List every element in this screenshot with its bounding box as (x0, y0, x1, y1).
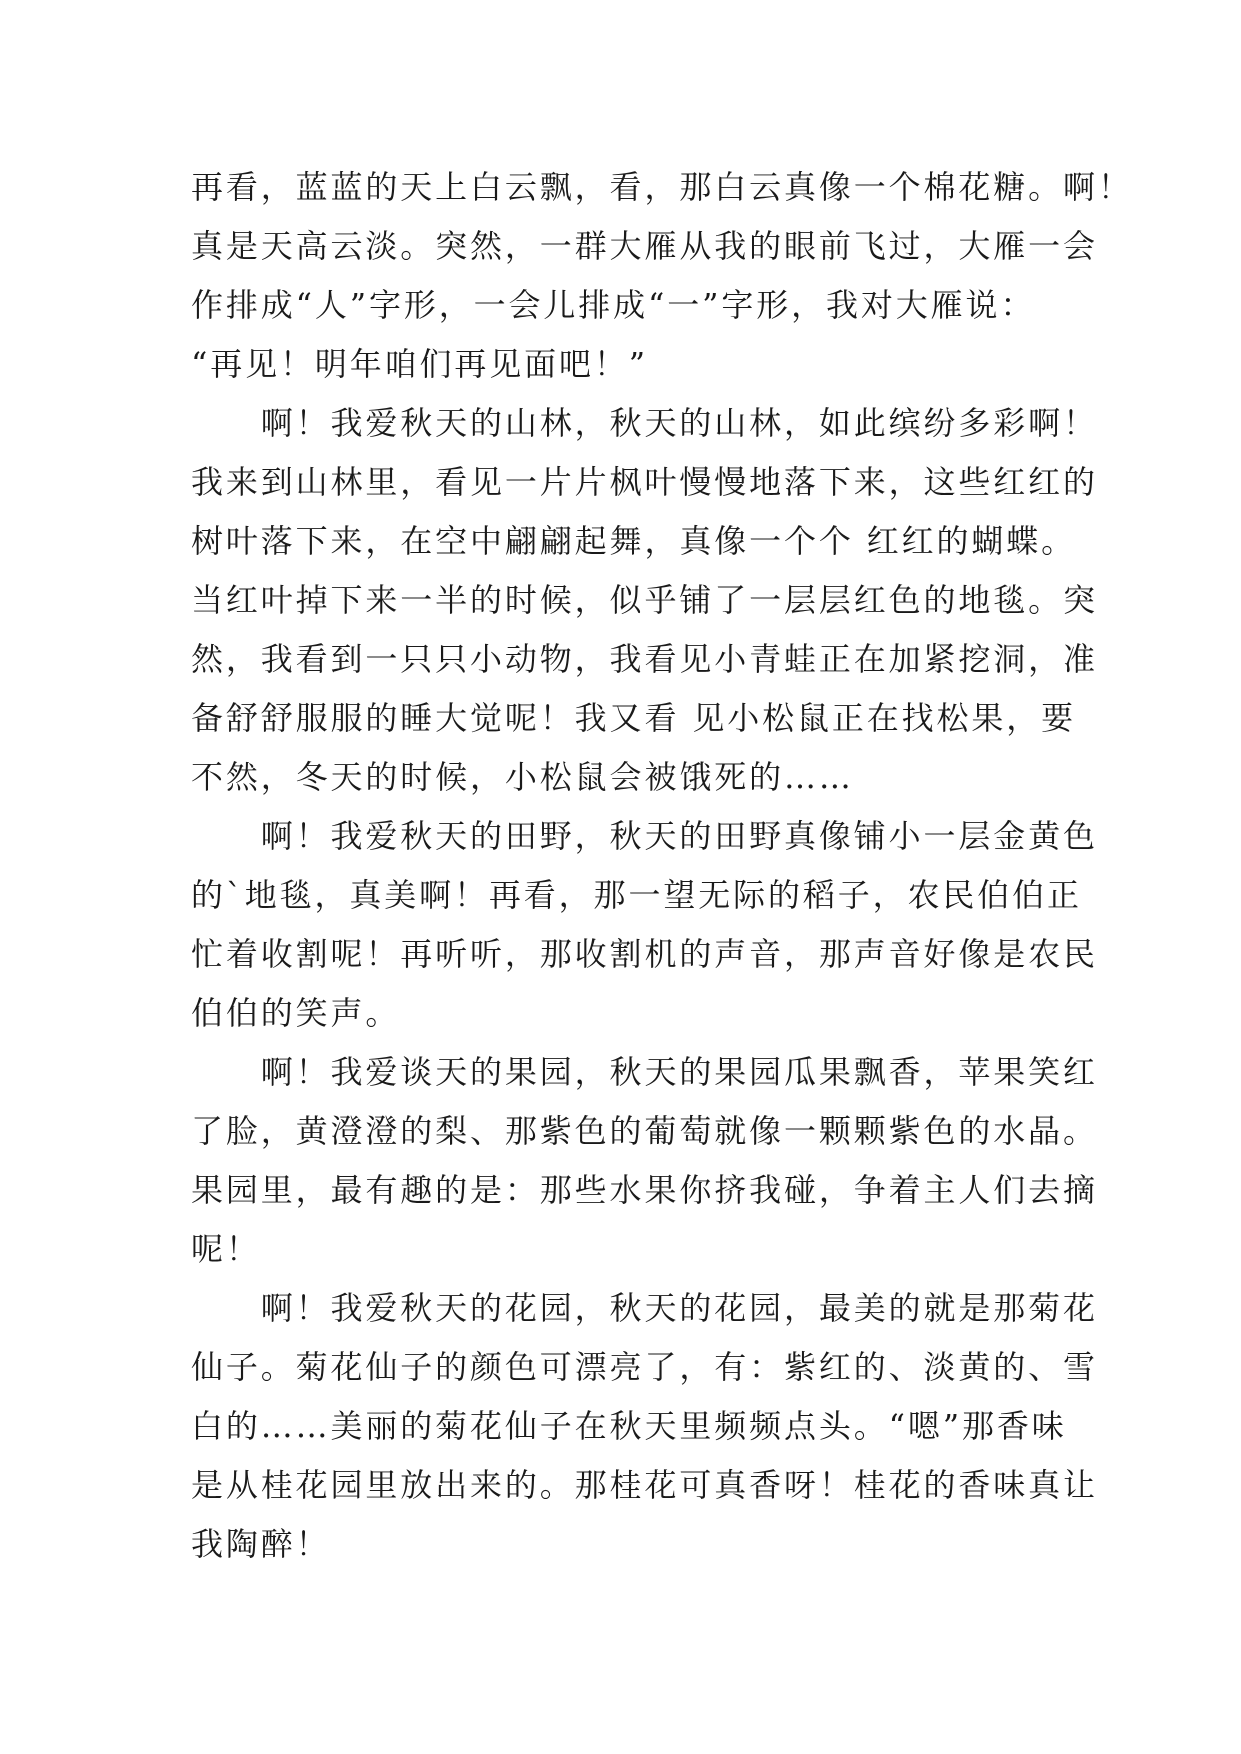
paragraph-start-line: 啊！我爱秋天的花园，秋天的花园，最美的就是那菊花 (191, 1289, 1098, 1327)
paragraph-start-line: 啊！我爱谈天的果园，秋天的果园瓜果飘香，苹果笑红 (191, 1053, 1098, 1091)
text-line: 当红叶掉下来一半的时候，似乎铺了一层层红色的地毯。突 (191, 581, 1098, 619)
text-line: 我来到山林里，看见一片片枫叶慢慢地落下来，这些红红的 (191, 463, 1098, 501)
text-line: 白的……美丽的菊花仙子在秋天里频频点头。“嗯”那香味 (191, 1407, 1067, 1445)
text-line: 忙着收割呢！再听听，那收割机的声音，那声音好像是农民 (191, 935, 1098, 973)
text-line: 不然，冬天的时候，小松鼠会被饿死的…… (191, 758, 854, 796)
text-line: 伯伯的笑声。 (191, 994, 401, 1032)
text-line: 备舒舒服服的睡大觉呢！我又看 见小松鼠正在找松果，要 (191, 699, 1077, 737)
text-line: 是从桂花园里放出来的。那桂花可真香呀！桂花的香味真让 (191, 1466, 1098, 1504)
text-line: 果园里，最有趣的是：那些水果你挤我碰，争着主人们去摘 (191, 1171, 1098, 1209)
essay-body (191, 158, 1133, 1574)
paragraph-start-line: 啊！我爱秋天的山林，秋天的山林，如此缤纷多彩啊！ (191, 404, 1098, 442)
text-line: 然，我看到一只只小动物，我看见小青蛙正在加紧挖洞，准 (191, 640, 1098, 678)
text-line: 再看，蓝蓝的天上白云飘，看，那白云真像一个棉花糖。啊！ (191, 168, 1133, 206)
text-line: 树叶落下来，在空中翩翩起舞，真像一个个 红红的蝴蝶。 (191, 522, 1077, 560)
text-line: 仙子。菊花仙子的颜色可漂亮了，有：紫红的、淡黄的、雪 (191, 1348, 1098, 1386)
paragraph-start-line: 啊！我爱秋天的田野，秋天的田野真像铺小一层金黄色 (191, 817, 1098, 855)
text-line: 呢！ (191, 1230, 261, 1268)
text-line: 真是天高云淡。突然，一群大雁从我的眼前飞过，大雁一会 (191, 227, 1098, 265)
text-line: 我陶醉！ (191, 1525, 331, 1563)
text-line: “再见！明年咱们再见面吧！” (191, 345, 649, 383)
text-line: 的`地毯，真美啊！再看，那一望无际的稻子，农民伯伯正 (191, 876, 1082, 914)
text-line: 作排成“人”字形，一会儿排成“一”字形，我对大雁说： (191, 286, 1036, 324)
text-line: 了脸，黄澄澄的梨、那紫色的葡萄就像一颗颗紫色的水晶。 (191, 1112, 1098, 1150)
